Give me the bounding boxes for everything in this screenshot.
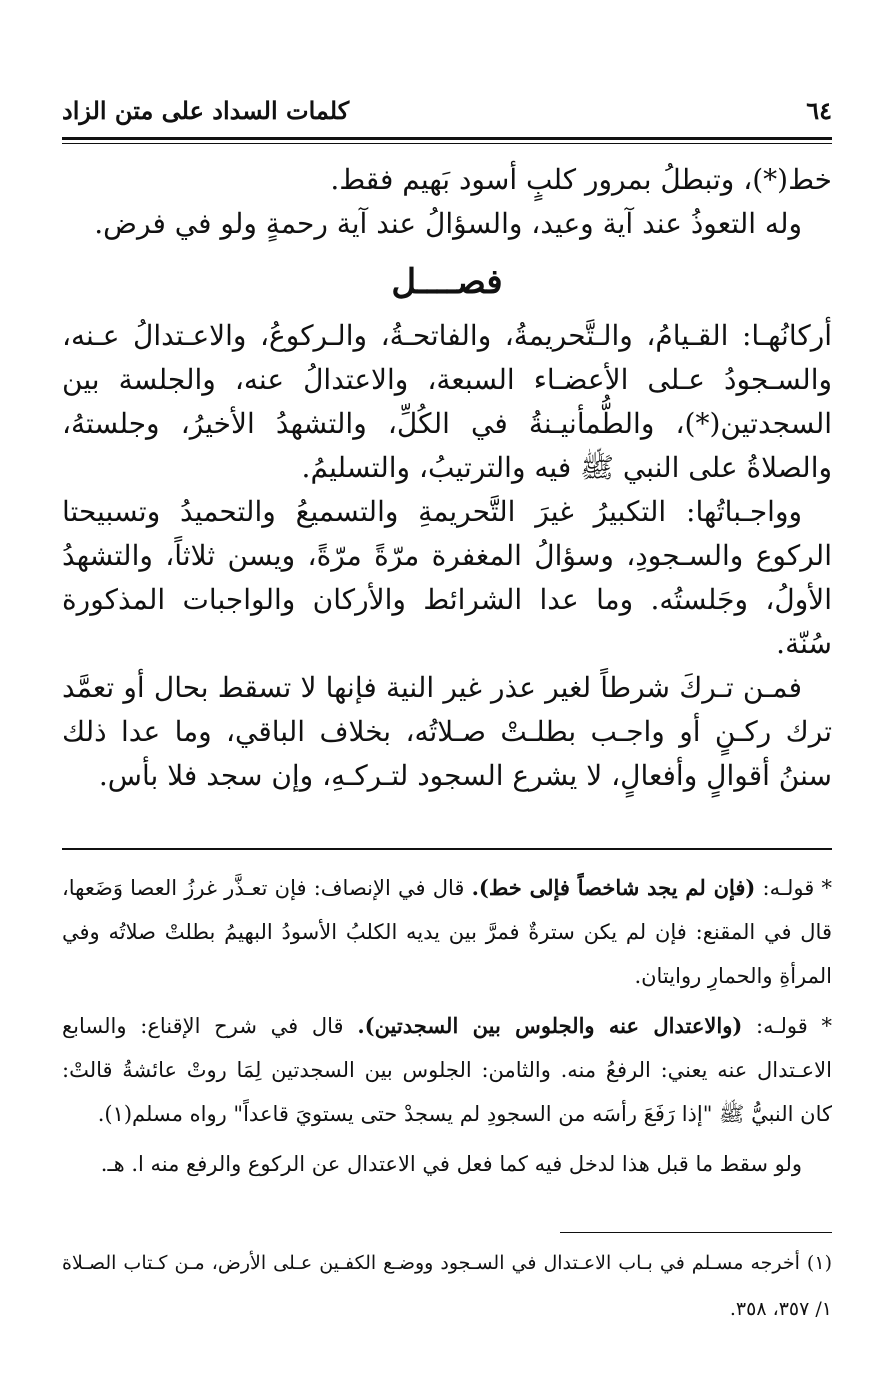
note-2-lead: * قولـه: <box>742 1014 833 1038</box>
header-rule <box>62 137 832 140</box>
note-1-text: قال في الإنصاف: فإن تعـذَّر غرزُ العصا وَضَعها، قال في المقنع: فإن لم يكن سترةٌ فمرَّ بين يديه الكلبُ الأسودُ البهيمُ بطلتْ صلاتُه وفي المرأةِ والحمارِ روايتان. <box>62 876 832 988</box>
note-3: ولو سقط ما قبل هذا لدخل فيه كما فعل في الاعتدال عن الركوع والرفع منه ا. هـ. <box>100 1152 802 1176</box>
page-header <box>62 92 832 132</box>
page-number: ٦٤ <box>806 96 832 125</box>
footnotes <box>62 1240 832 1332</box>
running-title: كلمات السداد على متن الزاد <box>62 96 350 125</box>
header-rule-thin <box>62 143 832 144</box>
paragraph-5: فمـن تـركَ شرطاً لغير عذر غير النية فإنها لا تسقط بحال أو تعمَّد ترك ركـنٍ أو واجـب بطلـتْ صـلاتُه، بخلاف الباقي، وما عدا ذلك سننُ أقوالٍ وأفعالٍ، لا يشرع السجود لتـركـهِ، وإن سجد فلا بأس. <box>62 671 832 792</box>
commentary-notes <box>62 866 832 1186</box>
note-2-quote: (والاعتدال عنه والجلوس بين السجدتين). <box>357 1013 743 1038</box>
notes-separator <box>62 848 832 850</box>
paragraph-4: وواجـباتُها: التكبيرُ غيرَ التَّحريمةِ والتسميعُ والتحميدُ وتسبيحتا الركوع والسـجودِ، وسؤالُ المغفرة مرّةً مرّةً، ويسن ثلاثاً، والتشهدُ الأولُ، وجَلستُه. وما عدا الشرائط والأركان والواجبات المذكورة سُنّة. <box>62 495 832 660</box>
main-text <box>62 158 832 798</box>
note-1 <box>62 866 832 998</box>
footnote-separator <box>560 1232 832 1233</box>
paragraph-2: وله التعوذُ عند آية وعيد، والسؤالُ عند آية رحمةٍ ولو في فرض. <box>94 207 802 240</box>
footnote-1: (١) أخرجه مسـلم في بـاب الاعـتدال في السـجود ووضـع الكفـين عـلى الأرض، مـن كـتاب الصـلاة ١/ ٣٥٧، ٣٥٨. <box>62 1252 832 1320</box>
note-2-text: قال في شرح الإقناع: والسابع الاعـتدال عنه يعني: الرفعُ منه. والثامن: الجلوس بين السجدتين لِمَا روتْ عائشةُ قالتْ: كان النبيُّ ﷺ "إذا رَفَعَ رأسَه من السجودِ لم يسجدْ حتى يستويَ قاعداً" رواه مسلم(١). <box>62 1014 832 1126</box>
note-2 <box>62 1004 832 1136</box>
note-1-lead: * قولـه: <box>755 876 832 900</box>
note-1-quote: (فإن لم يجد شاخصاً فإلى خط). <box>471 875 756 900</box>
paragraph-1: خط(*)، وتبطلُ بمرور كلبٍ أسود بَهيم فقط. <box>330 163 832 196</box>
section-title: فصــــل <box>391 262 503 302</box>
paragraph-3: أركانُهـا: القـيامُ، والـتَّحريمةُ، والفاتحـةُ، والـركوعُ، والاعـتدالُ عـنه، والسـجودُ عـلى الأعضـاء السبعة، والاعتدالُ عنه، والجلسة بين السجدتين(*)، والطُّمأنيـنةُ في الكُلِّ، والتشهدُ الأخيرُ، وجلستهُ، والصلاةُ على النبي ﷺ فيه والترتيبُ، والتسليمُ. <box>62 319 832 484</box>
